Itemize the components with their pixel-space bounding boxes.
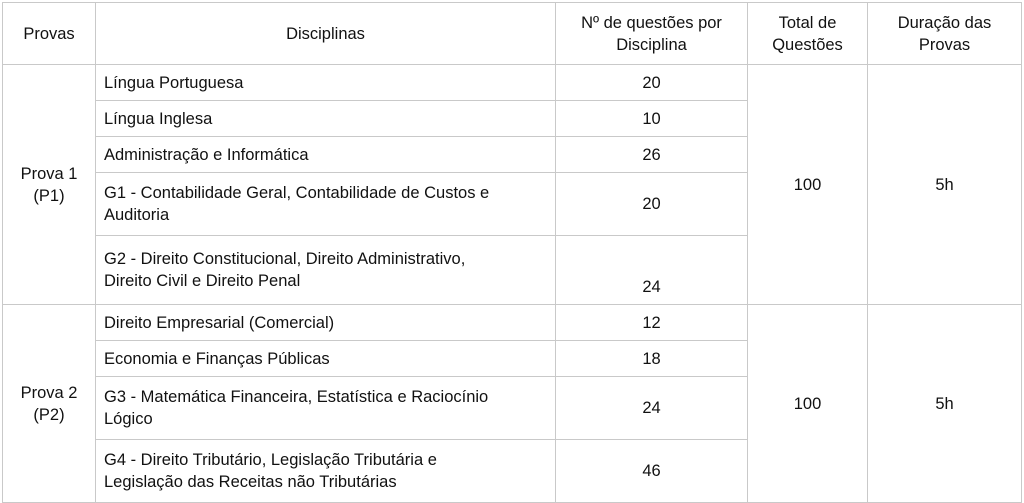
header-num-questoes: Nº de questões por Disciplina	[556, 3, 748, 65]
table-row	[3, 305, 1022, 341]
disciplina-cell: Economia e Finanças Públicas	[96, 341, 556, 377]
disciplina-cell: G4 - Direito Tributário, Legislação Tributária e Legislação das Receitas não Tributárias	[96, 440, 556, 503]
questoes-cell: 46	[556, 440, 748, 503]
disciplina-cell: Língua Inglesa	[96, 101, 556, 137]
header-total-questoes: Total de Questões	[748, 3, 868, 65]
disciplina-cell: G1 - Contabilidade Geral, Contabilidade de Custos e Auditoria	[96, 173, 556, 236]
disciplina-cell: Língua Portuguesa	[96, 65, 556, 101]
table-row	[3, 65, 1022, 101]
header-duracao: Duração das Provas	[868, 3, 1022, 65]
prova-cell: Prova 1 (P1)	[3, 65, 96, 305]
questoes-cell: 20	[556, 173, 748, 236]
disciplina-cell: G2 - Direito Constitucional, Direito Administrativo, Direito Civil e Direito Penal	[96, 236, 556, 305]
table-header-row	[3, 3, 1022, 65]
disciplina-cell: Administração e Informática	[96, 137, 556, 173]
duracao-cell: 5h	[868, 65, 1022, 305]
questoes-cell: 20	[556, 65, 748, 101]
disciplina-cell: G3 - Matemática Financeira, Estatística e Raciocínio Lógico	[96, 377, 556, 440]
prova-cell: Prova 2 (P2)	[3, 305, 96, 503]
questoes-cell: 26	[556, 137, 748, 173]
header-disciplinas: Disciplinas	[96, 3, 556, 65]
total-questoes-cell: 100	[748, 65, 868, 305]
duracao-cell: 5h	[868, 305, 1022, 503]
questoes-cell: 12	[556, 305, 748, 341]
header-provas: Provas	[3, 3, 96, 65]
exam-table	[2, 2, 1022, 503]
questoes-cell: 24	[556, 377, 748, 440]
questoes-cell: 10	[556, 101, 748, 137]
total-questoes-cell: 100	[748, 305, 868, 503]
questoes-cell: 24	[556, 236, 748, 305]
disciplina-cell: Direito Empresarial (Comercial)	[96, 305, 556, 341]
questoes-cell: 18	[556, 341, 748, 377]
